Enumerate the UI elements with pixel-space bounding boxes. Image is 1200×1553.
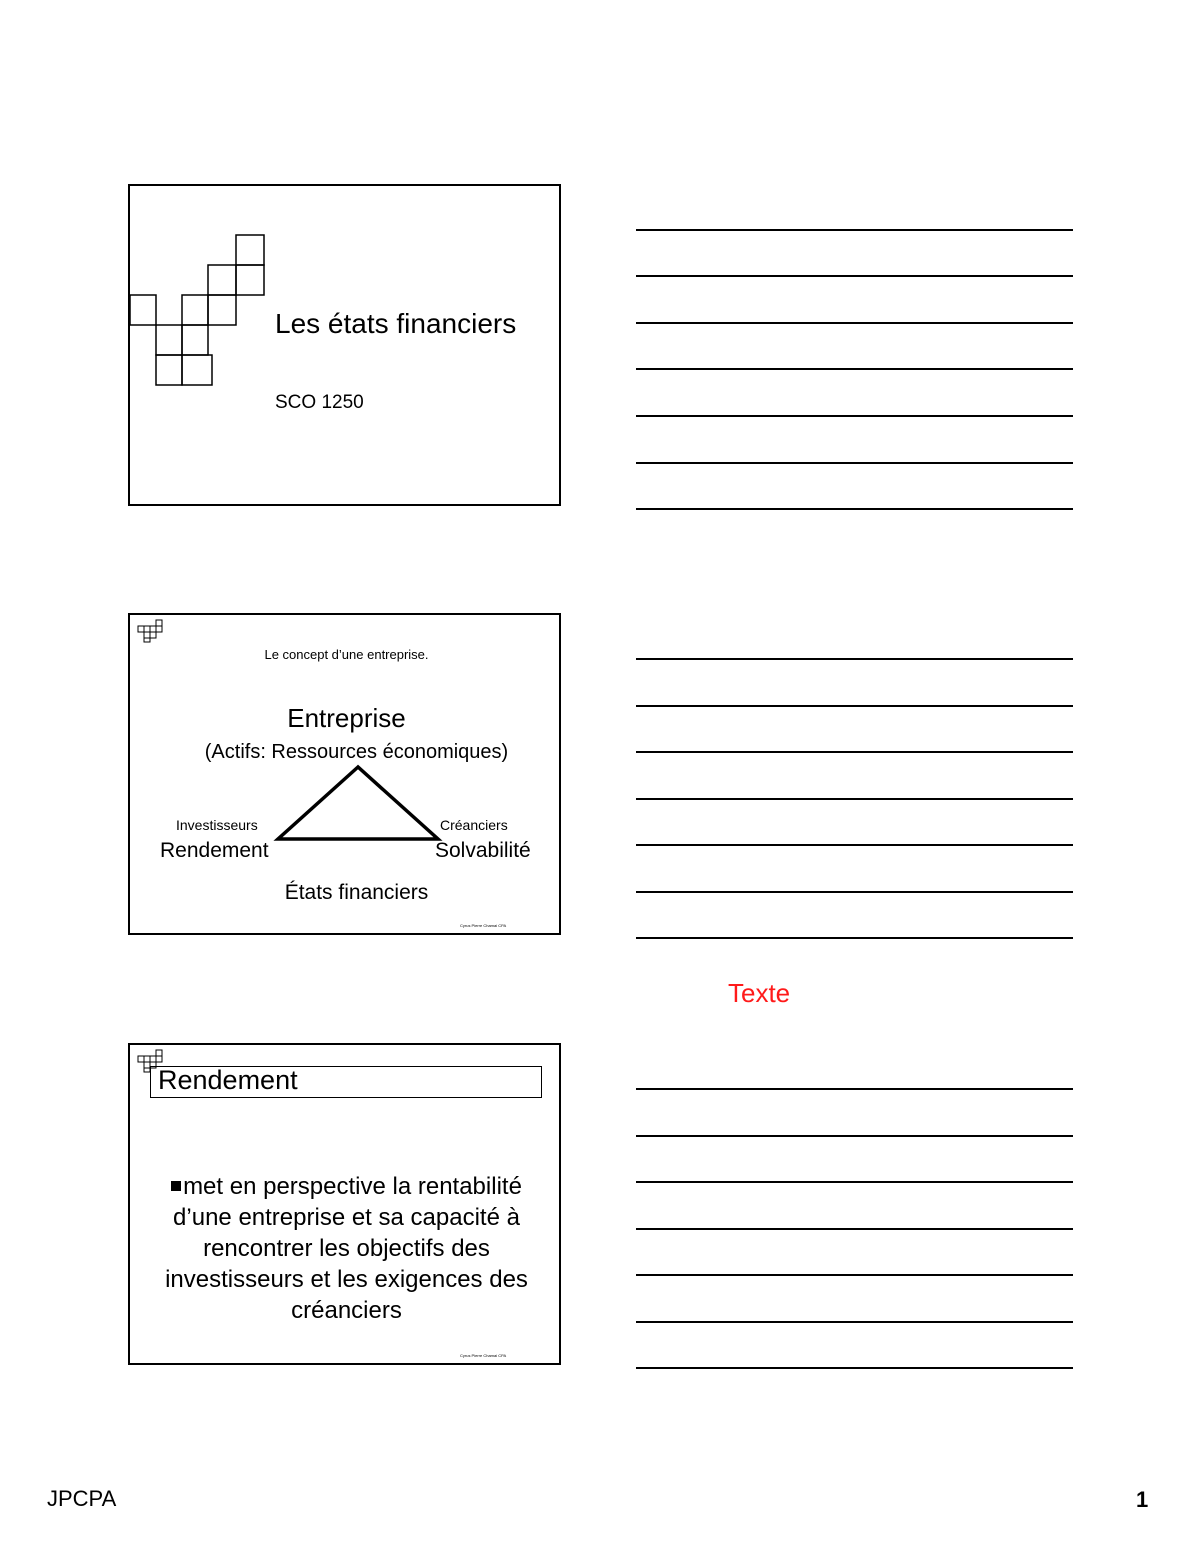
note-line [636,658,1073,660]
slide-2 [128,613,561,935]
actifs-label: (Actifs: Ressources économiques) [204,741,509,763]
note-line [636,844,1073,846]
slide-3 [128,1043,561,1365]
note-line [636,229,1073,231]
note-line [636,1228,1073,1230]
slide-subtitle: SCO 1250 [275,392,364,413]
bullet-icon [171,1181,181,1191]
grid-logo-icon [130,233,270,393]
footer-author: JPCPA [47,1486,117,1511]
slide-1 [128,184,561,506]
copyright-note: Cyrus Pierre Chamai CPA [460,1353,507,1358]
note-line [636,415,1073,417]
note-line [636,275,1073,277]
slide-title: Rendement [158,1065,298,1095]
note-line [636,1088,1073,1090]
slide-body [165,1171,528,1326]
copyright-note: Cyrus Pierre Chamai CPA [460,923,507,928]
note-line [636,1321,1073,1323]
etats-financiers-label: États financiers [284,881,429,904]
note-line [636,462,1073,464]
entreprise-heading: Entreprise [287,703,406,733]
rendement-label: Rendement [160,839,269,862]
note-line [636,1181,1073,1183]
note-line [636,1135,1073,1137]
note-line [636,798,1073,800]
note-line [636,1274,1073,1276]
annotation-text: Texte [728,978,791,1008]
note-line [636,368,1073,370]
slide-title: Les états financiers [275,308,517,339]
note-line [636,891,1073,893]
solvabilite-label: Solvabilité [435,839,531,862]
creanciers-label: Créanciers [440,817,508,833]
page-number: 1 [1136,1487,1149,1512]
note-line [636,322,1073,324]
note-line [636,508,1073,510]
note-line [636,1367,1073,1369]
note-line [636,751,1073,753]
investisseurs-label: Investisseurs [176,817,258,833]
concept-label: Le concept d’une entreprise. [264,647,429,662]
slide-body-text: met en perspective la rentabilité d’une entreprise et sa capacité à rencontrer les objectifs des investisseurs et les exigences des créanciers [165,1173,528,1324]
note-line [636,705,1073,707]
note-line [636,937,1073,939]
